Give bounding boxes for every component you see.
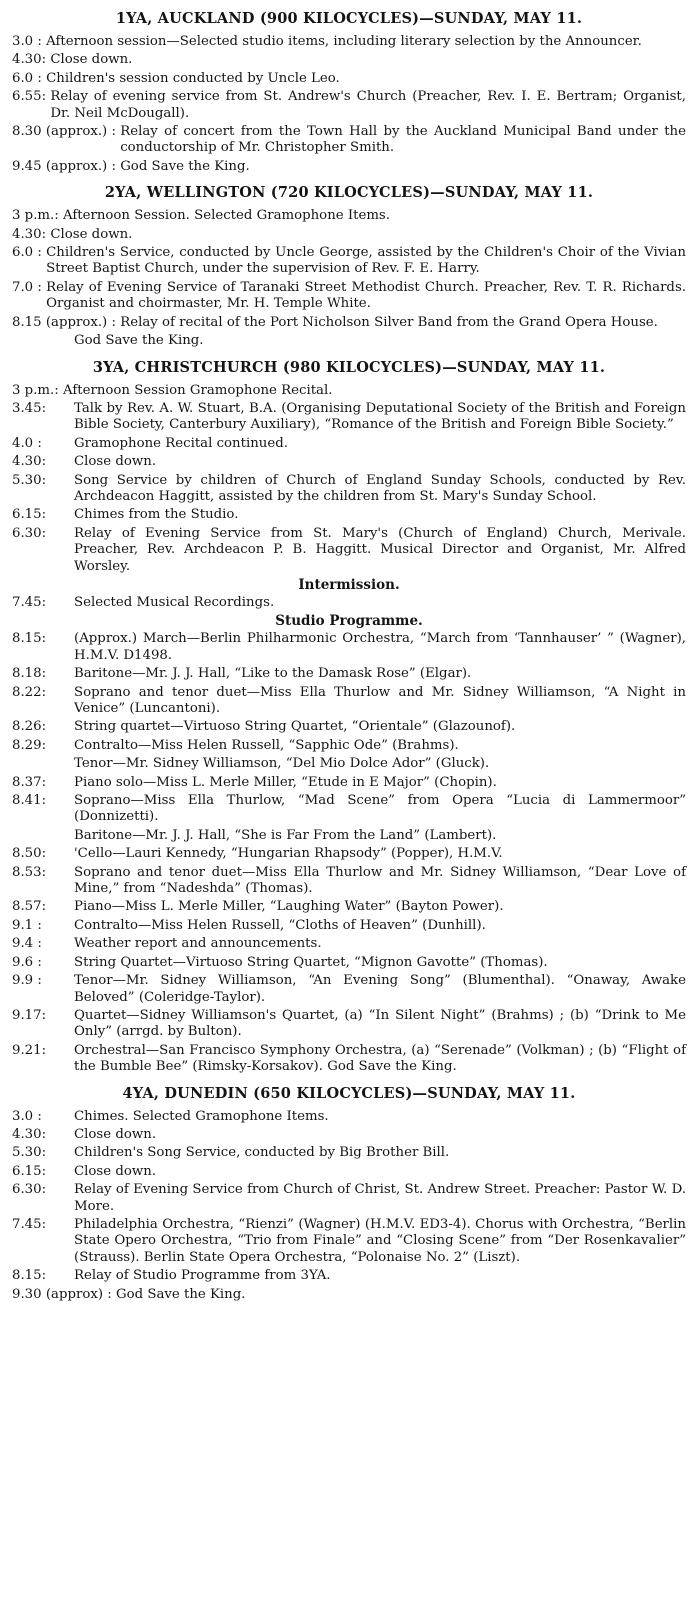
entry-description: Tenor—Mr. Sidney Williamson, “An Evening Song” (Blumenthal). “Onaway, Awake Beloved” (Coleridge-Taylor). [74,973,686,1005]
entry-description: Gramophone Recital continued. [74,435,288,451]
entry-description: Close down. [74,1163,157,1179]
entry-time: 8.41: [12,793,47,809]
programme-entry [12,756,686,772]
entry-description: Afternoon session—Selected studio items, including literary selection by the Announcer. [46,34,642,49]
entry-time: 4.30: [12,1126,47,1142]
programme-entry [12,1287,686,1303]
station-section [12,10,686,175]
entry-description: Soprano and tenor duet—Miss Ella Thurlow and Mr. Sidney Williamson, “A Night in Venice” (Luncantoni). [74,684,686,716]
entry-time: 3 p.m.: [12,208,63,224]
entry-time: 6.55: [12,89,51,105]
entry-time: 7.45: [12,594,47,610]
entry-time: 5.30: [12,1145,47,1161]
entry-time: 4.30: [12,52,51,68]
entry-time: 3.0 : [12,1108,42,1124]
station-heading: 3YA, CHRISTCHURCH (980 KILOCYCLES)—SUNDAY, MAY 11. [92,358,606,376]
entry-description: Baritone—Mr. J. J. Hall, “Like to the Damask Rose” (Elgar). [74,666,472,682]
entry-description: God Save the King. [115,1286,246,1302]
sub-heading: Studio Programme. [275,613,423,630]
entry-time: 9.30 (approx) : [12,1286,116,1302]
entry-time: 6.30: [12,525,47,541]
entry-time: 9.4 : [12,936,42,952]
station-heading: 4YA, DUNEDIN (650 KILOCYCLES)—SUNDAY, MAY 11. [122,1084,576,1102]
programme-entry [12,1145,686,1161]
programme-entry [12,507,686,523]
entry-description: Quartet—Sidney Williamson's Quartet, (a) “In Silent Night” (Brahms) ; (b) “Drink to Me Only” (arrgd. by Bulton). [74,1007,686,1040]
entry-time: 9.6 : [12,954,42,970]
entry-time: 5.30: [12,472,47,488]
entry-time: 8.15: [12,1268,47,1284]
entry-time: 9.1 : [12,917,42,933]
entry-description: Close down. [50,226,133,242]
programme-entry [12,1043,686,1076]
entry-description: Close down. [74,454,157,470]
entry-time: 8.18: [12,666,47,682]
entry-description: Talk by Rev. A. W. Stuart, B.A. (Organising Deputational Society of the British and Foreign Bible Society, Canterbury Auxiliary), “Romance of the British and Foreign Bible Society.” [74,400,686,433]
entry-description: Selected Musical Recordings. [74,594,275,610]
programme-entry [12,315,686,331]
entry-description: Weather report and announcements. [74,936,322,952]
station-heading: 1YA, AUCKLAND (900 KILOCYCLES)—SUNDAY, MAY 11. [115,10,583,27]
programme-entry [12,89,686,122]
sub-heading: Intermission. [298,576,400,593]
entry-time: 8.15 (approx.) : [12,314,121,330]
entry-time: 9.9 : [12,973,42,989]
entry-description: Tenor—Mr. Sidney Williamson, “Del Mio Dolce Ador” (Gluck). [74,756,490,772]
sections-container [12,10,686,1303]
entry-description: Chimes. Selected Gramophone Items. [74,1108,329,1124]
programme-entry [12,1164,686,1180]
entry-time: 6.30: [12,1182,47,1198]
programme-entry [12,280,686,313]
entry-description: Relay of concert from the Town Hall by the Auckland Municipal Band under the conductorship of Mr. Christopher Smith. [120,124,686,156]
entry-time: 8.22: [12,684,47,700]
entry-time: 8.26: [12,719,47,735]
entry-time: 8.50: [12,846,47,862]
programme-entry [12,918,686,934]
entry-time: 8.53: [12,864,47,880]
programme-entry [12,899,686,915]
entry-description: String quartet—Virtuoso String Quartet, “Orientale” (Glazounof). [74,719,516,735]
programme-entry [12,666,686,682]
entry-time: 8.57: [12,899,47,915]
entry-time: 3.45: [12,400,47,416]
entry-time: 6.15: [12,507,47,523]
entry-time: 8.30 (approx.) : [12,124,121,140]
programme-entry [12,719,686,735]
entry-time: 7.0 : [12,279,47,295]
entry-description: (Approx.) March—Berlin Philharmonic Orchestra, “March from ‘Tannhauser’ ” (Wagner), H.M.V. D1498. [74,631,686,663]
programme-entry [12,52,686,68]
entry-description: Orchestral—San Francisco Symphony Orchestra, (a) “Serenade” (Volkman) ; (b) “Flight of the Bumble Bee” (Rimsky-Korsakov). God Save the King. [74,1042,686,1075]
programme-entry [12,1127,686,1143]
entry-description: 'Cello—Lauri Kennedy, “Hungarian Rhapsody” (Popper), H.M.V. [74,846,503,862]
programme-entry [12,1182,686,1215]
programme-entry [12,738,686,754]
programme-entry [12,1217,686,1266]
entry-time: 3 p.m.: [12,382,63,398]
station-section [12,184,686,349]
entry-description: Baritone—Mr. J. J. Hall, “She is Far From the Land” (Lambert). [74,827,497,843]
programme-entry [12,124,686,157]
programme-entry [12,208,686,224]
programme-entry [12,865,686,898]
programme-entry [12,526,686,575]
entry-description: Contralto—Miss Helen Russell, “Cloths of Heaven” (Dunhill). [74,917,486,933]
entry-description: Children's Service, conducted by Uncle George, assisted by the Children's Choir of the Vivian Street Baptist Church, under the supervision of Rev. F. E. Harry. [46,245,686,277]
entry-description: Close down. [74,1126,157,1142]
station-section [12,1085,686,1303]
programme-entry [12,159,686,175]
entry-description: Piano solo—Miss L. Merle Miller, “Etude in E Major” (Chopin). [74,774,497,790]
entry-description: Relay of Evening Service from Church of Christ, St. Andrew Street. Preacher: Pastor W. D. More. [74,1182,686,1214]
entry-description: Children's Song Service, conducted by Big Brother Bill. [74,1145,450,1161]
programme-entry [12,333,686,349]
entry-description: Afternoon Session Gramophone Recital. [62,382,333,398]
entry-time: 8.15: [12,631,47,647]
entry-time: 8.29: [12,737,47,753]
entry-time: 7.45: [12,1216,47,1232]
programme-entry [12,34,686,50]
programme-entry [12,955,686,971]
programme-entry [12,245,686,278]
entry-time: 4.30: [12,454,47,470]
entry-description: Relay of evening service from St. Andrew's Church (Preacher, Rev. I. E. Bertram; Organist, Dr. Neil McDougall). [50,89,686,121]
entry-description: Relay of Evening Service of Taranaki Street Methodist Church. Preacher, Rev. T. R. Richards. Organist and choirmaster, Mr. H. Temple White. [46,279,686,312]
programme-entry [12,595,686,611]
entry-description: Philadelphia Orchestra, “Rienzi” (Wagner) (H.M.V. ED3-4). Chorus with Orchestra, “Berlin State Opero Orchestra, “Trio from Finale” and “Closing Scene” from “Der Rosenkavalier” (Strauss). Berlin State Opera Orchestra, “Polonaise No. 2” (Liszt). [74,1216,686,1265]
programme-entry [12,227,686,243]
entry-time: 6.15: [12,1163,47,1179]
entry-description: Soprano—Miss Ella Thurlow, “Mad Scene” from Opera “Lucia di Lammermoor” (Donnizetti). [74,793,686,825]
entry-description: Relay of Studio Programme from 3YA. [74,1268,331,1284]
entry-description: Afternoon Session. Selected Gramophone Items. [62,208,390,224]
entry-description: Relay of recital of the Port Nicholson Silver Band from the Grand Opera House. [120,314,658,330]
entry-description: Soprano and tenor duet—Miss Ella Thurlow and Mr. Sidney Williamson, “Dear Love of Mine,” from “Nadeshda” (Thomas). [74,864,686,897]
programme-entry [12,793,686,826]
entry-time: 9.21: [12,1042,47,1058]
programme-entry [12,436,686,452]
programme-entry [12,936,686,952]
entry-time: 4.30: [12,226,51,242]
entry-description: Contralto—Miss Helen Russell, “Sapphic Ode” (Brahms). [74,737,459,753]
programme-entry [12,473,686,506]
entry-description: String Quartet—Virtuoso String Quartet, “Mignon Gavotte” (Thomas). [74,954,548,970]
programme-entry [12,71,686,87]
entry-description: Close down. [50,52,133,68]
programme-entry [12,1008,686,1041]
programme-entry [12,846,686,862]
entry-description: Piano—Miss L. Merle Miller, “Laughing Water” (Bayton Power). [74,899,504,915]
programme-entry [12,383,686,399]
entry-description: Chimes from the Studio. [74,507,239,523]
programme-entry [12,828,686,844]
station-section [12,359,686,1076]
entry-description: Children's session conducted by Uncle Leo. [46,70,340,86]
entry-description: Song Service by children of Church of England Sunday Schools, conducted by Rev. Archdeacon Haggitt, assisted by the children from St. Mary's Sunday School. [74,472,686,504]
entry-time: 6.0 : [12,70,47,86]
entry-time: 6.0 : [12,245,47,261]
programme-entry [12,454,686,470]
programme-entry [12,775,686,791]
entry-description: God Save the King. [74,333,204,349]
entry-time: 8.37: [12,774,47,790]
programme-entry [12,631,686,664]
station-heading: 2YA, WELLINGTON (720 KILOCYCLES)—SUNDAY, MAY 11. [104,184,594,202]
programme-entry [12,685,686,718]
programme-entry [12,1268,686,1284]
entry-description: Relay of Evening Service from St. Mary's (Church of England) Church, Merivale. Preacher, Rev. Archdeacon P. B. Haggitt. Musical Director and Organist, Mr. Alfred Worsley. [74,525,686,574]
programme-entry [12,1109,686,1125]
entry-time: 9.45 (approx.) : [12,158,121,174]
entry-time: 3.0 : [12,34,47,49]
entry-description: God Save the King. [120,158,250,174]
entry-time: 9.17: [12,1007,47,1023]
programme-entry [12,401,686,434]
programme-entry [12,973,686,1006]
entry-time: 4.0 : [12,435,42,451]
